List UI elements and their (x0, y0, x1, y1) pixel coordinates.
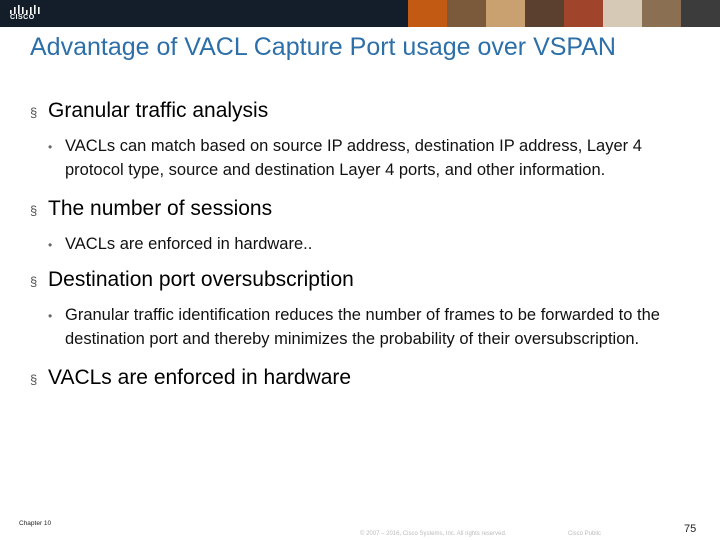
square-bullet-icon: § (30, 274, 38, 289)
header-photo (603, 0, 642, 27)
dot-bullet-icon: • (48, 238, 53, 252)
header-photo (642, 0, 681, 27)
section-heading (30, 267, 700, 295)
dot-bullet-icon: • (48, 309, 53, 323)
copyright-text: © 2007 – 2016, Cisco Systems, Inc. All rights reserved. (360, 531, 507, 537)
classification-label: Cisco Public (568, 531, 602, 537)
header-photo (525, 0, 564, 27)
logo-wordmark: CISCO (10, 14, 35, 21)
section-heading (30, 98, 700, 126)
chapter-label: Chapter 10 (19, 520, 52, 527)
header-photo (564, 0, 603, 27)
section-point-text: VACLs can match based on source IP address, destination IP address, Layer 4 protocol type, source and destination Layer 4 ports, and other information. (65, 137, 642, 179)
dot-bullet-icon: • (48, 140, 53, 154)
header-photo (486, 0, 525, 27)
section-heading (30, 365, 700, 393)
section-heading (30, 196, 700, 224)
slide-content (30, 98, 700, 393)
section-point-text: VACLs are enforced in hardware.. (65, 235, 313, 253)
square-bullet-icon: § (30, 105, 38, 120)
page-number: 75 (684, 523, 697, 535)
section-point (48, 134, 700, 182)
section-point-text: Granular traffic identification reduces the number of frames to be forwarded to the destination port and thereby minimizes the probability of their oversubscription. (65, 306, 660, 348)
section-heading-text: The number of sessions (48, 197, 273, 220)
slide-title: Advantage of VACL Capture Port usage over VSPAN (30, 33, 616, 61)
section-point (48, 303, 700, 351)
square-bullet-icon: § (30, 372, 38, 387)
header-photo (408, 0, 447, 27)
section-heading-text: VACLs are enforced in hardware (48, 366, 352, 389)
square-bullet-icon: § (30, 203, 38, 218)
header-photo (681, 0, 720, 27)
header-photo (447, 0, 486, 27)
header-banner (0, 0, 720, 27)
section-point (48, 232, 700, 257)
section-heading-text: Granular traffic analysis (48, 99, 269, 122)
photo-strip (408, 0, 720, 27)
section-heading-text: Destination port oversubscription (48, 268, 354, 291)
